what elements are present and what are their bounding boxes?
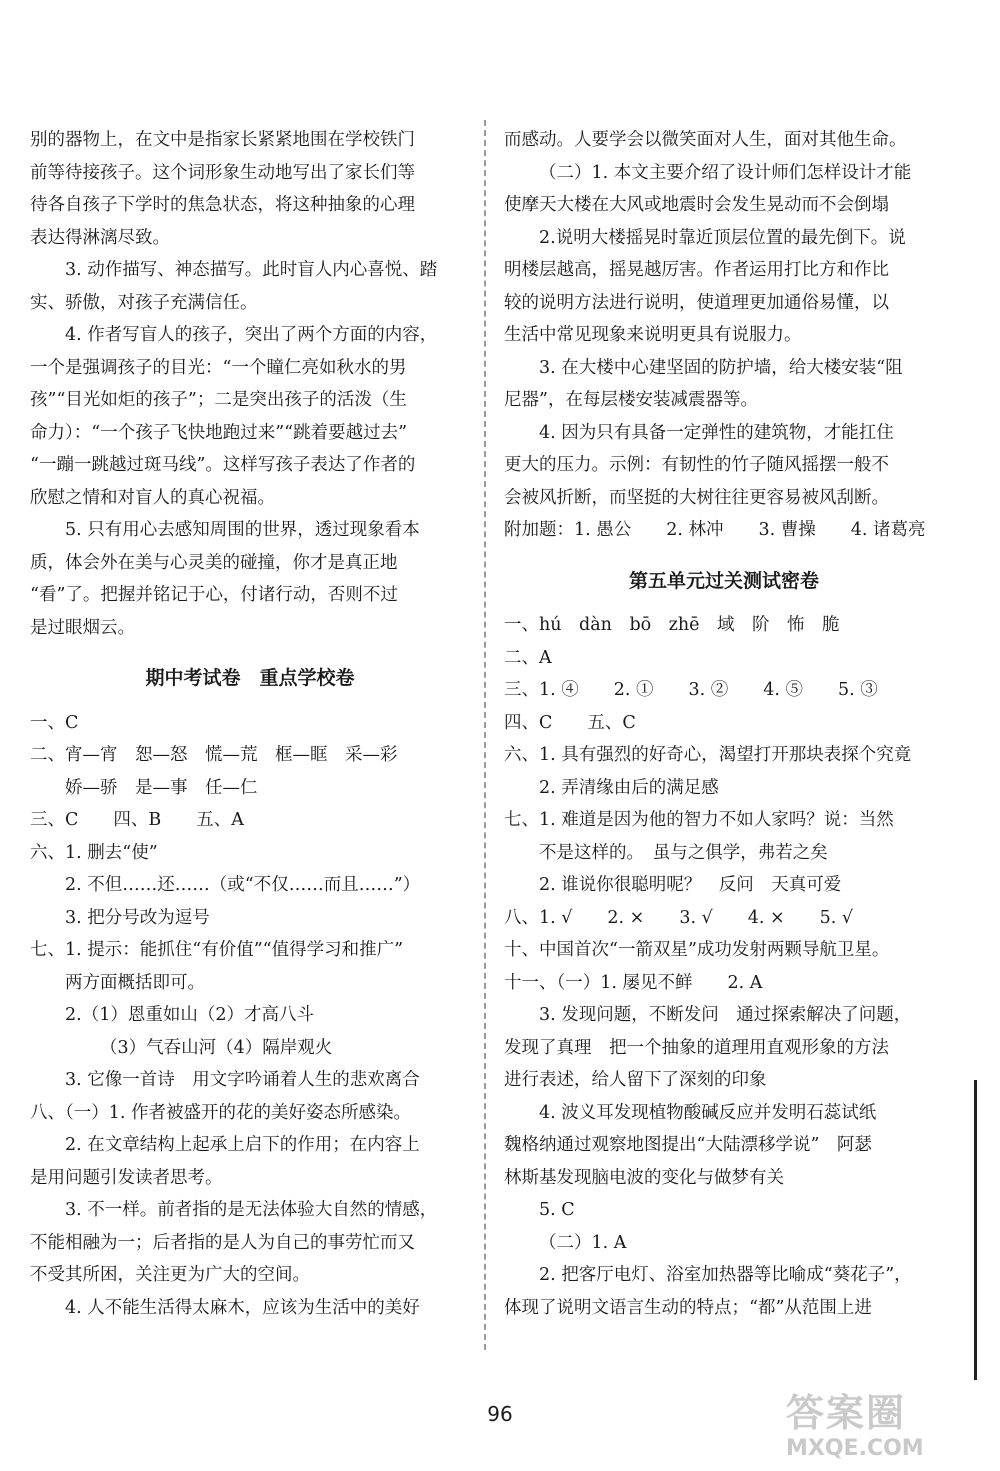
answer-line: 十一、（一）1. 屡见不鲜 2. A — [504, 972, 763, 993]
answer-line: 会被风折断，而坚挺的大树往往更容易被风刮断。 — [504, 487, 889, 508]
answer-line: “看”了。把握并铭记于心，付诸行动，否则不过 — [30, 585, 398, 605]
answer-line: 生活中常见现象来说明更具有说服力。 — [504, 325, 802, 345]
answer-line: 别的器物上，在文中是指家长紧紧地围在学校铁门 — [30, 130, 415, 150]
answer-line: 3. 不一样。前者指的是无法体验大自然的情感， — [65, 1200, 438, 1220]
answer-line: 表达得淋漓尽致。 — [30, 227, 170, 248]
page-number: 96 — [487, 1402, 513, 1426]
page-edge-line — [974, 1080, 977, 1380]
answer-line: 魏格纳通过观察地图提出“大陆漂移学说” 阿瑟 — [504, 1135, 872, 1155]
answer-line: 体现了说明文语言生动的特点；“都”从范围上进 — [504, 1297, 872, 1318]
answer-line: 一、C — [30, 712, 79, 733]
answer-line: 十、中国首次“一箭双星”成功发射两颗导航卫星。 — [504, 940, 890, 960]
answer-line: 待各自孩子下学时的焦急状态，将这种抽象的心理 — [30, 195, 415, 215]
answer-line: 不是这样的。 虽与之俱学，弗若之矣 — [539, 842, 828, 863]
answer-line: 二、宵—宵 恕—怒 慌—荒 框—眶 采—彩 — [30, 745, 398, 765]
answer-line: 较的说明方法进行说明，使道理更加通俗易懂，以 — [504, 292, 889, 313]
answer-line: 2. 把客厅电灯、浴室加热器等比喻成“葵花子”， — [539, 1265, 912, 1285]
answer-line: 2. 不但……还……（或“不仅……而且……”） — [65, 875, 421, 895]
right-column — [504, 124, 944, 1324]
answer-line: 不能相融为一；后者指的是人为自己的事劳忙而又 — [30, 1232, 415, 1253]
answer-line: 3. 把分号改为逗号 — [65, 907, 210, 928]
answer-line: 七、1. 提示：能抓住“有价值”“值得学习和推广” — [30, 940, 404, 960]
answer-line: 娇—骄 是—事 任—仁 — [65, 777, 258, 798]
answer-line: 尼器”，在每层楼安装减震器等。 — [504, 390, 758, 410]
answer-line: 4. 人不能生活得太麻木，应该为生活中的美好 — [65, 1297, 420, 1318]
answer-line: 4. 作者写盲人的孩子，突出了两个方面的内容， — [65, 325, 438, 345]
answer-line: 发现了真理 把一个抽象的道理用直观形象的方法 — [504, 1037, 889, 1058]
answer-line: 3. 它像一首诗 用文字吟诵着人生的悲欢离合 — [65, 1070, 420, 1090]
answer-line: 明楼层越高，摇晃越厉害。作者运用打比方和作比 — [504, 260, 889, 280]
answer-line: 六、1. 具有强烈的好奇心，渴望打开那块表探个究竟 — [504, 745, 912, 765]
answer-line: 2. 谁说你很聪明呢？ 反问 天真可爱 — [539, 875, 842, 895]
answer-line: 3. 动作描写、神态描写。此时盲人内心喜悦、踏 — [65, 260, 438, 280]
answer-line: 林斯基发现脑电波的变化与做梦有关 — [504, 1167, 784, 1188]
section-heading: 第五单元过关测试密卷 — [628, 569, 819, 592]
section-heading: 期中考试卷 重点学校卷 — [145, 667, 355, 689]
answer-line: 3. 在大楼中心建坚固的防护墙，给大楼安装“阻 — [539, 357, 903, 378]
answer-line: 不受其所困，关注更为广大的空间。 — [30, 1265, 310, 1285]
answer-line: （3）气吞山河（4）隔岸观火 — [100, 1037, 333, 1058]
answer-line: 命力）：“一个孩子飞快地跑过来”“跳着要越过去” — [30, 422, 408, 443]
answer-line: 一、hú dàn bō zhē 域 阶 怖 脆 — [504, 615, 840, 635]
answer-line: “一蹦一跳越过斑马线”。这样写孩子表达了作者的 — [30, 455, 416, 475]
answer-line: 八、1. √ 2. × 3. √ 4. × 5. √ — [504, 907, 854, 928]
answer-line: 欣慰之情和对盲人的真心祝福。 — [30, 487, 275, 508]
answer-line: 三、C 四、B 五、A — [30, 810, 244, 830]
answer-line: 5. 只有用心去感知周围的世界，透过现象看本 — [65, 520, 420, 540]
watermark-url: MXQE.COM — [786, 1436, 924, 1461]
answer-line: 更大的压力。示例：有韧性的竹子随风摇摆一般不 — [504, 455, 889, 475]
answer-line: 质，体会外在美与心灵美的碰撞，你才是真正地 — [30, 552, 398, 573]
answer-line: 实、骄傲，对孩子充满信任。 — [30, 292, 258, 313]
answer-line: 八、（一）1. 作者被盛开的花的美好姿态所感染。 — [30, 1102, 412, 1123]
answer-line: 是过眼烟云。 — [30, 617, 135, 638]
answer-line: 三、1. ④ 2. ① 3. ② 4. ⑤ 5. ③ — [504, 680, 878, 700]
answer-line: 六、1. 删去“使” — [30, 842, 158, 863]
answer-line: （二）1. A — [539, 1232, 627, 1253]
answer-line: 进行表述，给人留下了深刻的印象 — [504, 1070, 767, 1090]
answer-line: 5. C — [539, 1200, 575, 1220]
answer-line: 2. 弄清缘由后的满足感 — [539, 777, 719, 798]
answer-line: 4. 波义耳发现植物酸碱反应并发明石蕊试纸 — [539, 1102, 877, 1123]
answer-line: 一个是强调孩子的目光：“一个瞳仁亮如秋水的男 — [30, 357, 407, 378]
answer-line: 四、C 五、C — [504, 712, 636, 733]
left-column — [30, 124, 470, 1324]
answer-line: 2.（1）恩重如山（2）才高八斗 — [65, 1005, 314, 1025]
answer-line: 两方面概括即可。 — [65, 972, 205, 993]
answer-line: 附加题：1. 愚公 2. 林冲 3. 曹操 4. 诸葛亮 — [504, 520, 926, 540]
watermark — [786, 1390, 986, 1468]
answer-line: 2.说明大楼摇晃时靠近顶层位置的最先倒下。说 — [539, 227, 906, 248]
answer-line: 而感动。人要学会以微笑面对人生，面对其他生命。 — [504, 130, 907, 150]
answer-line: 孩”“目光如炬的孩子”；二是突出孩子的活泼（生 — [30, 390, 407, 410]
answer-line: （二）1. 本文主要介绍了设计师们怎样设计才能 — [539, 162, 912, 183]
answer-line: 是用问题引发读者思考。 — [30, 1167, 223, 1188]
answer-line: 3. 发现问题，不断发问 通过探索解决了问题， — [539, 1005, 912, 1025]
answer-line: 2. 在文章结构上起承上启下的作用；在内容上 — [65, 1135, 420, 1155]
answer-line: 七、1. 难道是因为他的智力不如人家吗？说：当然 — [504, 810, 894, 830]
watermark-logo: 答案圈 — [786, 1391, 907, 1435]
answer-line: 二、A — [504, 647, 552, 668]
answer-line: 前等待接孩子。这个词形象生动地写出了家长们等 — [30, 162, 415, 183]
answer-line: 使摩天大楼在大风或地震时会发生晃动而不会倒塌 — [504, 195, 889, 215]
answer-line: 4. 因为只有具备一定弹性的建筑物，才能扛住 — [539, 422, 894, 443]
column-divider — [484, 120, 486, 1350]
